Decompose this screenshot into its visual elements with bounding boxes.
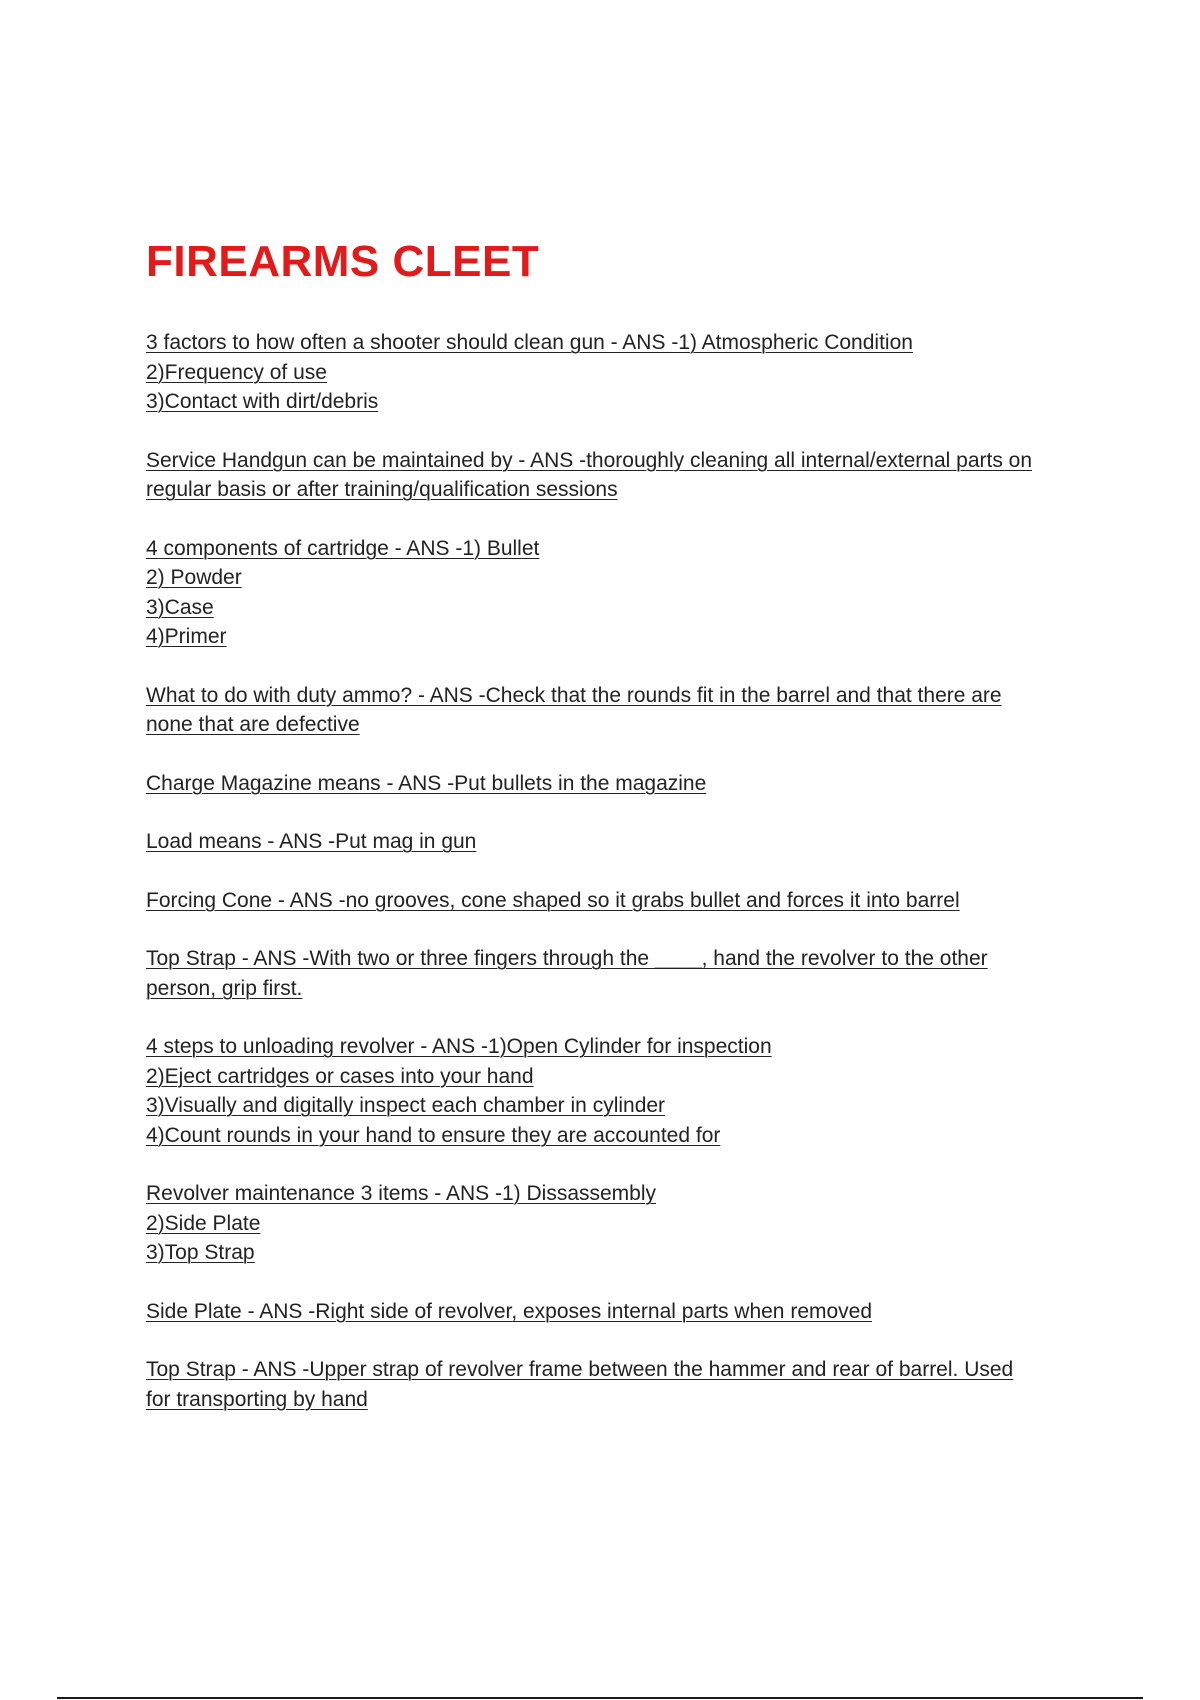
qa-entry [146,1297,1106,1327]
qa-answer-line: regular basis or after training/qualification sessions [146,478,618,501]
footer-divider [57,1697,1143,1699]
qa-entry [146,1355,1106,1414]
qa-question-line: Side Plate - ANS -Right side of revolver, exposes internal parts when removed [146,1299,873,1323]
qa-answer-line: none that are defective [146,713,360,736]
qa-question-line: Forcing Cone - ANS -no grooves, cone shaped so it grabs bullet and forces it into barrel [146,888,960,912]
qa-entry [146,944,1106,1003]
qa-answer-line: 4)Count rounds in your hand to ensure they are accounted for [146,1123,721,1147]
qa-answer-line: 2)Side Plate [146,1211,261,1235]
qa-answer-line: 3)Top Strap [146,1241,255,1264]
qa-entry [146,681,1106,740]
qa-entry [146,769,1106,799]
qa-answer-line: for transporting by hand [146,1387,368,1411]
qa-list [146,328,1106,1443]
qa-answer-line: 4)Primer [146,625,227,648]
document-title: FIREARMS CLEET [146,237,540,286]
qa-question-line: What to do with duty ammo? - ANS -Check that the rounds fit in the barrel and that there are [146,683,1002,707]
qa-question-line: Top Strap - ANS -Upper strap of revolver frame between the hammer and rear of barrel. Used [146,1358,1014,1381]
qa-question-line: Revolver maintenance 3 items - ANS -1) Dissassembly [146,1182,657,1205]
qa-question-line: Service Handgun can be maintained by - ANS -thoroughly cleaning all internal/external parts on [146,448,1033,472]
qa-answer-line: 2)Frequency of use [146,360,327,384]
qa-entry [146,886,1106,916]
qa-answer-line: 3)Contact with dirt/debris [146,390,379,413]
qa-entry [146,1179,1106,1268]
qa-answer-line: 3)Case [146,595,214,619]
qa-question-line: 4 components of cartridge - ANS -1) Bullet [146,536,540,560]
qa-answer-line: 2) Powder [146,566,242,589]
qa-answer-line: person, grip first. [146,976,303,1000]
qa-question-line: Load means - ANS -Put mag in gun [146,830,477,853]
qa-entry [146,328,1106,417]
qa-answer-line: 3)Visually and digitally inspect each chamber in cylinder [146,1094,666,1117]
qa-question-line: 3 factors to how often a shooter should clean gun - ANS -1) Atmospheric Condition [146,331,913,354]
qa-question-line: Top Strap - ANS -With two or three fingers through the ____, hand the revolver to the other [146,947,988,970]
qa-entry [146,827,1106,857]
qa-question-line: 4 steps to unloading revolver - ANS -1)Open Cylinder for inspection [146,1035,772,1058]
qa-question-line: Charge Magazine means - ANS -Put bullets in the magazine [146,771,707,795]
qa-answer-line: 2)Eject cartridges or cases into your hand [146,1064,534,1088]
qa-entry [146,446,1106,505]
qa-entry [146,1032,1106,1150]
qa-entry [146,534,1106,652]
